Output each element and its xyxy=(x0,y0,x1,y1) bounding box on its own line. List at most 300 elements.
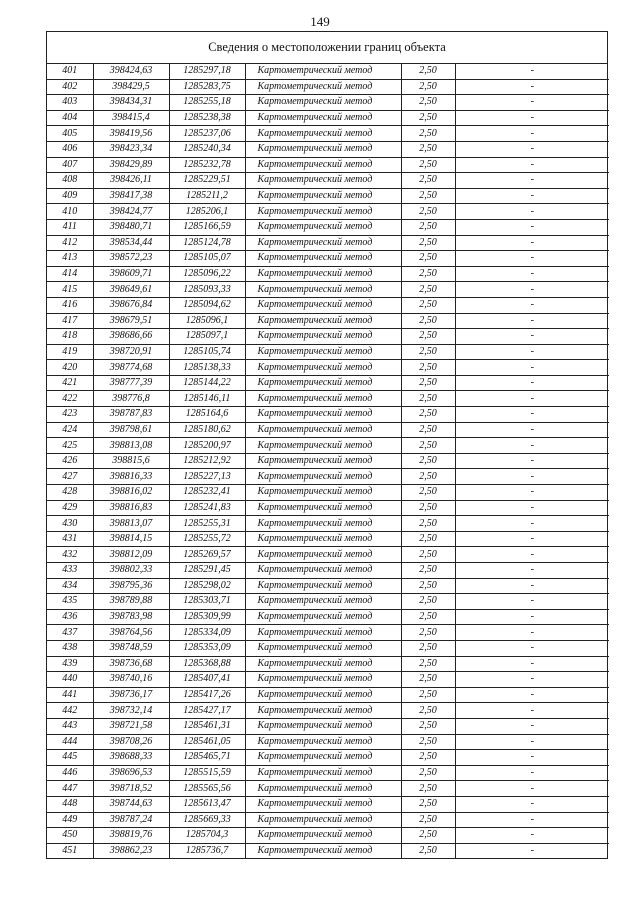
point-number-cell: 448 xyxy=(47,796,93,812)
point-number-cell: 425 xyxy=(47,438,93,454)
note-cell: - xyxy=(455,828,609,844)
method-cell: Картометрический метод xyxy=(245,469,401,485)
accuracy-cell: 2,50 xyxy=(401,796,455,812)
coordinate-y-cell: 1285255,18 xyxy=(169,95,245,111)
point-number-cell: 403 xyxy=(47,95,93,111)
method-cell: Картометрический метод xyxy=(245,765,401,781)
note-cell: - xyxy=(455,422,609,438)
note-cell: - xyxy=(455,718,609,734)
method-cell: Картометрический метод xyxy=(245,407,401,423)
coordinate-y-cell: 1285309,99 xyxy=(169,609,245,625)
coordinate-y-cell: 1285124,78 xyxy=(169,235,245,251)
table-row xyxy=(47,79,609,95)
coordinate-y-cell: 1285368,88 xyxy=(169,656,245,672)
accuracy-cell: 2,50 xyxy=(401,531,455,547)
coordinate-y-cell: 1285144,22 xyxy=(169,375,245,391)
point-number-cell: 431 xyxy=(47,531,93,547)
point-number-cell: 434 xyxy=(47,578,93,594)
coordinate-x-cell: 398798,61 xyxy=(93,422,169,438)
table-row xyxy=(47,687,609,703)
coordinate-x-cell: 398649,61 xyxy=(93,282,169,298)
accuracy-cell: 2,50 xyxy=(401,219,455,235)
point-number-cell: 446 xyxy=(47,765,93,781)
coordinate-x-cell: 398417,38 xyxy=(93,188,169,204)
accuracy-cell: 2,50 xyxy=(401,781,455,797)
accuracy-cell: 2,50 xyxy=(401,297,455,313)
method-cell: Картометрический метод xyxy=(245,734,401,750)
accuracy-cell: 2,50 xyxy=(401,718,455,734)
coordinate-y-cell: 1285283,75 xyxy=(169,79,245,95)
table-row xyxy=(47,516,609,532)
accuracy-cell: 2,50 xyxy=(401,375,455,391)
accuracy-cell: 2,50 xyxy=(401,594,455,610)
point-number-cell: 420 xyxy=(47,360,93,376)
coordinate-y-cell: 1285232,78 xyxy=(169,157,245,173)
table-row xyxy=(47,438,609,454)
coordinate-x-cell: 398426,11 xyxy=(93,173,169,189)
point-number-cell: 413 xyxy=(47,251,93,267)
method-cell: Картометрический метод xyxy=(245,344,401,360)
accuracy-cell: 2,50 xyxy=(401,812,455,828)
note-cell: - xyxy=(455,656,609,672)
point-number-cell: 438 xyxy=(47,640,93,656)
method-cell: Картометрический метод xyxy=(245,656,401,672)
point-number-cell: 433 xyxy=(47,563,93,579)
point-number-cell: 449 xyxy=(47,812,93,828)
point-number-cell: 402 xyxy=(47,79,93,95)
point-number-cell: 440 xyxy=(47,672,93,688)
note-cell: - xyxy=(455,188,609,204)
method-cell: Картометрический метод xyxy=(245,453,401,469)
accuracy-cell: 2,50 xyxy=(401,469,455,485)
coordinate-x-cell: 398787,83 xyxy=(93,407,169,423)
method-cell: Картометрический метод xyxy=(245,687,401,703)
method-cell: Картометрический метод xyxy=(245,438,401,454)
coordinate-x-cell: 398676,84 xyxy=(93,297,169,313)
method-cell: Картометрический метод xyxy=(245,282,401,298)
table-row xyxy=(47,843,609,858)
table-row xyxy=(47,141,609,157)
table-row xyxy=(47,173,609,189)
method-cell: Картометрический метод xyxy=(245,672,401,688)
point-number-cell: 408 xyxy=(47,173,93,189)
coordinate-y-cell: 1285237,06 xyxy=(169,126,245,142)
accuracy-cell: 2,50 xyxy=(401,703,455,719)
method-cell: Картометрический метод xyxy=(245,329,401,345)
accuracy-cell: 2,50 xyxy=(401,204,455,220)
coordinate-y-cell: 1285417,26 xyxy=(169,687,245,703)
coordinate-x-cell: 398813,08 xyxy=(93,438,169,454)
point-number-cell: 436 xyxy=(47,609,93,625)
method-cell: Картометрический метод xyxy=(245,547,401,563)
method-cell: Картометрический метод xyxy=(245,313,401,329)
point-number-cell: 441 xyxy=(47,687,93,703)
coordinate-x-cell: 398696,53 xyxy=(93,765,169,781)
note-cell: - xyxy=(455,703,609,719)
coordinate-y-cell: 1285138,33 xyxy=(169,360,245,376)
coordinate-y-cell: 1285097,1 xyxy=(169,329,245,345)
coordinate-y-cell: 1285407,41 xyxy=(169,672,245,688)
point-number-cell: 447 xyxy=(47,781,93,797)
coordinate-x-cell: 398776,8 xyxy=(93,391,169,407)
coordinate-x-cell: 398813,07 xyxy=(93,516,169,532)
method-cell: Картометрический метод xyxy=(245,297,401,313)
accuracy-cell: 2,50 xyxy=(401,313,455,329)
accuracy-cell: 2,50 xyxy=(401,625,455,641)
table-row xyxy=(47,453,609,469)
note-cell: - xyxy=(455,219,609,235)
method-cell: Картометрический метод xyxy=(245,796,401,812)
point-number-cell: 419 xyxy=(47,344,93,360)
table-row xyxy=(47,235,609,251)
accuracy-cell: 2,50 xyxy=(401,578,455,594)
note-cell: - xyxy=(455,578,609,594)
point-number-cell: 412 xyxy=(47,235,93,251)
coordinate-y-cell: 1285291,45 xyxy=(169,563,245,579)
table-row xyxy=(47,266,609,282)
method-cell: Картометрический метод xyxy=(245,126,401,142)
coordinate-x-cell: 398748,59 xyxy=(93,640,169,656)
coordinate-y-cell: 1285298,02 xyxy=(169,578,245,594)
accuracy-cell: 2,50 xyxy=(401,453,455,469)
point-number-cell: 451 xyxy=(47,843,93,858)
note-cell: - xyxy=(455,734,609,750)
method-cell: Картометрический метод xyxy=(245,531,401,547)
method-cell: Картометрический метод xyxy=(245,79,401,95)
coordinate-y-cell: 1285093,33 xyxy=(169,282,245,298)
method-cell: Картометрический метод xyxy=(245,703,401,719)
point-number-cell: 404 xyxy=(47,110,93,126)
coordinate-x-cell: 398424,77 xyxy=(93,204,169,220)
accuracy-cell: 2,50 xyxy=(401,344,455,360)
coordinate-y-cell: 1285094,62 xyxy=(169,297,245,313)
coordinate-y-cell: 1285200,97 xyxy=(169,438,245,454)
accuracy-cell: 2,50 xyxy=(401,188,455,204)
method-cell: Картометрический метод xyxy=(245,578,401,594)
table-row xyxy=(47,547,609,563)
note-cell: - xyxy=(455,407,609,423)
coordinate-x-cell: 398424,63 xyxy=(93,64,169,79)
accuracy-cell: 2,50 xyxy=(401,563,455,579)
coordinate-y-cell: 1285334,09 xyxy=(169,625,245,641)
method-cell: Картометрический метод xyxy=(245,609,401,625)
coordinate-x-cell: 398815,6 xyxy=(93,453,169,469)
note-cell: - xyxy=(455,843,609,858)
coordinate-x-cell: 398764,56 xyxy=(93,625,169,641)
point-number-cell: 424 xyxy=(47,422,93,438)
coordinate-x-cell: 398423,34 xyxy=(93,141,169,157)
point-number-cell: 439 xyxy=(47,656,93,672)
note-cell: - xyxy=(455,173,609,189)
coordinate-x-cell: 398816,02 xyxy=(93,485,169,501)
note-cell: - xyxy=(455,547,609,563)
method-cell: Картометрический метод xyxy=(245,843,401,858)
note-cell: - xyxy=(455,391,609,407)
method-cell: Картометрический метод xyxy=(245,173,401,189)
table-row xyxy=(47,703,609,719)
table-row xyxy=(47,578,609,594)
table-row xyxy=(47,812,609,828)
coordinates-table xyxy=(47,64,609,858)
coordinate-x-cell: 398736,68 xyxy=(93,656,169,672)
coordinate-x-cell: 398736,17 xyxy=(93,687,169,703)
method-cell: Картометрический метод xyxy=(245,219,401,235)
coordinate-x-cell: 398721,58 xyxy=(93,718,169,734)
table-row xyxy=(47,219,609,235)
point-number-cell: 444 xyxy=(47,734,93,750)
coordinate-y-cell: 1285229,51 xyxy=(169,173,245,189)
note-cell: - xyxy=(455,516,609,532)
coordinate-y-cell: 1285461,05 xyxy=(169,734,245,750)
method-cell: Картометрический метод xyxy=(245,781,401,797)
method-cell: Картометрический метод xyxy=(245,266,401,282)
method-cell: Картометрический метод xyxy=(245,640,401,656)
coordinate-x-cell: 398679,51 xyxy=(93,313,169,329)
coordinate-x-cell: 398862,23 xyxy=(93,843,169,858)
method-cell: Картометрический метод xyxy=(245,516,401,532)
note-cell: - xyxy=(455,750,609,766)
coordinate-x-cell: 398802,33 xyxy=(93,563,169,579)
method-cell: Картометрический метод xyxy=(245,204,401,220)
point-number-cell: 410 xyxy=(47,204,93,220)
coordinate-y-cell: 1285704,3 xyxy=(169,828,245,844)
coordinate-y-cell: 1285105,74 xyxy=(169,344,245,360)
note-cell: - xyxy=(455,672,609,688)
coordinate-y-cell: 1285465,71 xyxy=(169,750,245,766)
page-number: 149 xyxy=(310,14,330,29)
method-cell: Картометрический метод xyxy=(245,235,401,251)
note-cell: - xyxy=(455,500,609,516)
accuracy-cell: 2,50 xyxy=(401,110,455,126)
method-cell: Картометрический метод xyxy=(245,500,401,516)
accuracy-cell: 2,50 xyxy=(401,656,455,672)
method-cell: Картометрический метод xyxy=(245,375,401,391)
note-cell: - xyxy=(455,204,609,220)
table-row xyxy=(47,563,609,579)
note-cell: - xyxy=(455,297,609,313)
point-number-cell: 418 xyxy=(47,329,93,345)
coordinate-x-cell: 398732,14 xyxy=(93,703,169,719)
note-cell: - xyxy=(455,126,609,142)
note-cell: - xyxy=(455,469,609,485)
method-cell: Картометрический метод xyxy=(245,563,401,579)
method-cell: Картометрический метод xyxy=(245,625,401,641)
method-cell: Картометрический метод xyxy=(245,812,401,828)
accuracy-cell: 2,50 xyxy=(401,157,455,173)
table-row xyxy=(47,531,609,547)
table-row xyxy=(47,781,609,797)
table-body xyxy=(47,64,609,858)
coordinate-y-cell: 1285353,09 xyxy=(169,640,245,656)
note-cell: - xyxy=(455,438,609,454)
table-row xyxy=(47,110,609,126)
accuracy-cell: 2,50 xyxy=(401,609,455,625)
table-row xyxy=(47,625,609,641)
point-number-cell: 401 xyxy=(47,64,93,79)
accuracy-cell: 2,50 xyxy=(401,266,455,282)
method-cell: Картометрический метод xyxy=(245,594,401,610)
note-cell: - xyxy=(455,453,609,469)
coordinate-x-cell: 398708,26 xyxy=(93,734,169,750)
table-row xyxy=(47,251,609,267)
table-row xyxy=(47,391,609,407)
point-number-cell: 405 xyxy=(47,126,93,142)
method-cell: Картометрический метод xyxy=(245,141,401,157)
note-cell: - xyxy=(455,344,609,360)
table-row xyxy=(47,407,609,423)
coordinate-y-cell: 1285461,31 xyxy=(169,718,245,734)
point-number-cell: 409 xyxy=(47,188,93,204)
note-cell: - xyxy=(455,765,609,781)
accuracy-cell: 2,50 xyxy=(401,438,455,454)
table-row xyxy=(47,64,609,79)
coordinate-y-cell: 1285146,11 xyxy=(169,391,245,407)
coordinate-y-cell: 1285240,34 xyxy=(169,141,245,157)
method-cell: Картометрический метод xyxy=(245,485,401,501)
coordinate-y-cell: 1285211,2 xyxy=(169,188,245,204)
method-cell: Картометрический метод xyxy=(245,360,401,376)
coordinate-x-cell: 398720,91 xyxy=(93,344,169,360)
table-row xyxy=(47,313,609,329)
method-cell: Картометрический метод xyxy=(245,95,401,111)
coordinate-y-cell: 1285105,07 xyxy=(169,251,245,267)
accuracy-cell: 2,50 xyxy=(401,64,455,79)
method-cell: Картометрический метод xyxy=(245,750,401,766)
note-cell: - xyxy=(455,531,609,547)
table-row xyxy=(47,204,609,220)
accuracy-cell: 2,50 xyxy=(401,828,455,844)
accuracy-cell: 2,50 xyxy=(401,141,455,157)
coordinate-x-cell: 398787,24 xyxy=(93,812,169,828)
point-number-cell: 432 xyxy=(47,547,93,563)
table-row xyxy=(47,344,609,360)
accuracy-cell: 2,50 xyxy=(401,95,455,111)
accuracy-cell: 2,50 xyxy=(401,750,455,766)
table-row xyxy=(47,297,609,313)
method-cell: Картометрический метод xyxy=(245,188,401,204)
table-row xyxy=(47,188,609,204)
table-row xyxy=(47,375,609,391)
point-number-cell: 443 xyxy=(47,718,93,734)
note-cell: - xyxy=(455,64,609,79)
coordinate-x-cell: 398789,88 xyxy=(93,594,169,610)
table-row xyxy=(47,594,609,610)
accuracy-cell: 2,50 xyxy=(401,640,455,656)
point-number-cell: 450 xyxy=(47,828,93,844)
coordinate-x-cell: 398816,33 xyxy=(93,469,169,485)
table-title: Сведения о местоположении границ объекта xyxy=(47,32,607,64)
point-number-cell: 411 xyxy=(47,219,93,235)
accuracy-cell: 2,50 xyxy=(401,734,455,750)
coordinate-y-cell: 1285241,83 xyxy=(169,500,245,516)
coordinate-x-cell: 398718,52 xyxy=(93,781,169,797)
accuracy-cell: 2,50 xyxy=(401,500,455,516)
coordinate-x-cell: 398434,31 xyxy=(93,95,169,111)
note-cell: - xyxy=(455,313,609,329)
table-row xyxy=(47,360,609,376)
note-cell: - xyxy=(455,640,609,656)
accuracy-cell: 2,50 xyxy=(401,360,455,376)
point-number-cell: 428 xyxy=(47,485,93,501)
coordinate-x-cell: 398774,68 xyxy=(93,360,169,376)
note-cell: - xyxy=(455,266,609,282)
coordinate-x-cell: 398686,66 xyxy=(93,329,169,345)
table-row xyxy=(47,734,609,750)
method-cell: Картометрический метод xyxy=(245,422,401,438)
method-cell: Картометрический метод xyxy=(245,157,401,173)
accuracy-cell: 2,50 xyxy=(401,173,455,189)
coordinate-y-cell: 1285515,59 xyxy=(169,765,245,781)
accuracy-cell: 2,50 xyxy=(401,391,455,407)
coordinate-y-cell: 1285427,17 xyxy=(169,703,245,719)
accuracy-cell: 2,50 xyxy=(401,126,455,142)
note-cell: - xyxy=(455,796,609,812)
note-cell: - xyxy=(455,157,609,173)
table-row xyxy=(47,485,609,501)
coordinate-y-cell: 1285096,22 xyxy=(169,266,245,282)
boundary-table-frame xyxy=(46,31,608,859)
note-cell: - xyxy=(455,329,609,345)
method-cell: Картометрический метод xyxy=(245,391,401,407)
coordinate-x-cell: 398783,98 xyxy=(93,609,169,625)
table-row xyxy=(47,469,609,485)
coordinate-x-cell: 398688,33 xyxy=(93,750,169,766)
accuracy-cell: 2,50 xyxy=(401,687,455,703)
accuracy-cell: 2,50 xyxy=(401,516,455,532)
point-number-cell: 430 xyxy=(47,516,93,532)
coordinate-y-cell: 1285736,7 xyxy=(169,843,245,858)
point-number-cell: 426 xyxy=(47,453,93,469)
coordinate-y-cell: 1285180,62 xyxy=(169,422,245,438)
point-number-cell: 437 xyxy=(47,625,93,641)
coordinate-x-cell: 398819,76 xyxy=(93,828,169,844)
accuracy-cell: 2,50 xyxy=(401,329,455,345)
note-cell: - xyxy=(455,485,609,501)
table-row xyxy=(47,765,609,781)
coordinate-y-cell: 1285669,33 xyxy=(169,812,245,828)
coordinate-y-cell: 1285613,47 xyxy=(169,796,245,812)
point-number-cell: 416 xyxy=(47,297,93,313)
coordinate-y-cell: 1285232,41 xyxy=(169,485,245,501)
coordinate-y-cell: 1285206,1 xyxy=(169,204,245,220)
coordinate-y-cell: 1285096,1 xyxy=(169,313,245,329)
coordinate-x-cell: 398415,4 xyxy=(93,110,169,126)
point-number-cell: 429 xyxy=(47,500,93,516)
coordinate-x-cell: 398777,39 xyxy=(93,375,169,391)
coordinate-y-cell: 1285303,71 xyxy=(169,594,245,610)
coordinate-y-cell: 1285166,59 xyxy=(169,219,245,235)
coordinate-x-cell: 398740,16 xyxy=(93,672,169,688)
coordinate-y-cell: 1285255,31 xyxy=(169,516,245,532)
coordinate-y-cell: 1285227,13 xyxy=(169,469,245,485)
method-cell: Картометрический метод xyxy=(245,110,401,126)
note-cell: - xyxy=(455,375,609,391)
table-row xyxy=(47,796,609,812)
point-number-cell: 406 xyxy=(47,141,93,157)
table-row xyxy=(47,329,609,345)
coordinate-x-cell: 398480,71 xyxy=(93,219,169,235)
accuracy-cell: 2,50 xyxy=(401,282,455,298)
coordinate-y-cell: 1285238,38 xyxy=(169,110,245,126)
accuracy-cell: 2,50 xyxy=(401,843,455,858)
coordinate-y-cell: 1285297,18 xyxy=(169,64,245,79)
coordinate-x-cell: 398429,89 xyxy=(93,157,169,173)
point-number-cell: 427 xyxy=(47,469,93,485)
point-number-cell: 435 xyxy=(47,594,93,610)
accuracy-cell: 2,50 xyxy=(401,251,455,267)
table-row xyxy=(47,672,609,688)
coordinate-x-cell: 398419,56 xyxy=(93,126,169,142)
